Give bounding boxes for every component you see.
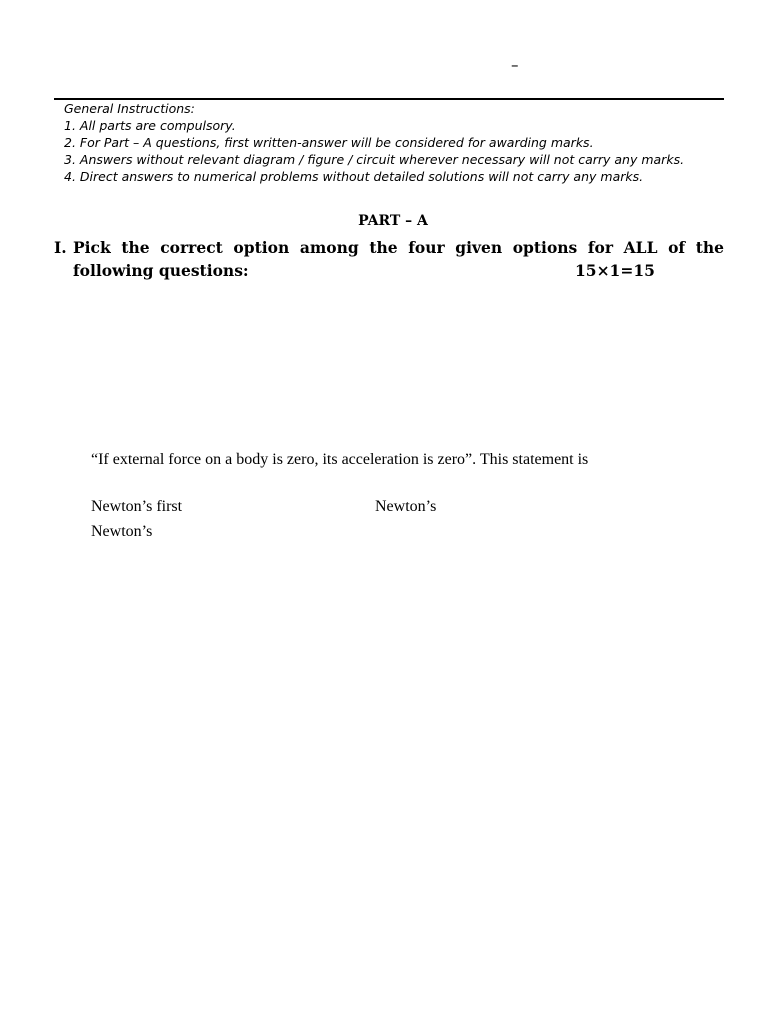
instruction-item-3: 3. Answers without relevant diagram / figure / circuit wherever necessary will not carry any marks. — [64, 152, 685, 167]
option-b: Newton’s — [375, 498, 437, 515]
section-marks: 15×1=15 — [575, 261, 655, 280]
instruction-item-4: 4. Direct answers to numerical problems without detailed solutions will not carry any marks. — [64, 169, 644, 184]
section-number: I. — [54, 238, 67, 257]
header-dash: – — [511, 56, 519, 74]
part-heading: PART – A — [358, 213, 428, 229]
general-instructions — [64, 100, 720, 185]
section-instruction — [54, 236, 724, 282]
instruction-item-1: 1. All parts are compulsory. — [64, 118, 236, 133]
question-text: “If external force on a body is zero, its acceleration is zero”. This statement is — [91, 451, 589, 468]
option-a: Newton’s first — [91, 498, 183, 515]
instructions-title: General Instructions: — [64, 101, 195, 116]
section-text: Pick the correct option among the four given options for ALL of the following questions: — [73, 238, 724, 280]
option-c: Newton’s — [91, 523, 153, 540]
instruction-item-2: 2. For Part – A questions, first written-answer will be considered for awarding marks. — [64, 135, 594, 150]
